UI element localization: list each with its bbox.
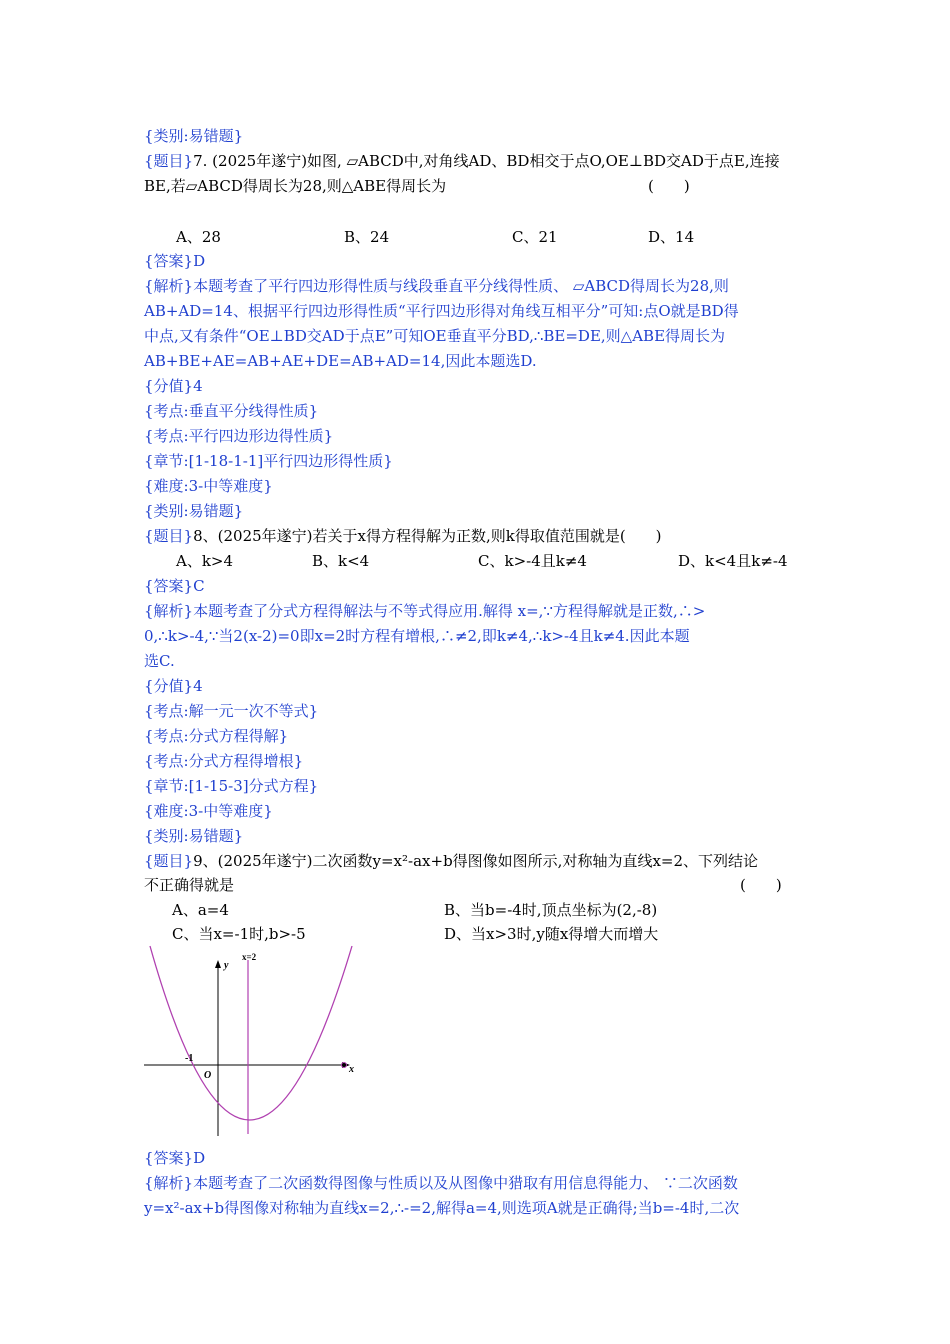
answer-paren: ( ) (740, 876, 782, 894)
option-a: A、k>4 (176, 552, 234, 570)
score: {分值}4 (144, 677, 203, 695)
question-9 (144, 850, 758, 872)
question-7 (144, 150, 780, 172)
y-axis-arrow (215, 960, 221, 968)
option-c: C、当x=-1时,b>-5 (172, 925, 306, 943)
question-tag: {题目} (144, 527, 194, 545)
question-tag: {题目} (144, 152, 194, 170)
chapter: {章节:[1-15-3]分式方程} (144, 777, 319, 795)
analysis-1: {解析}本题考查了二次函数得图像与性质以及从图像中猎取有用信息得能力、 ∵二次函数 (144, 1174, 738, 1192)
answer: {答案}C (144, 577, 205, 595)
symmetry-label: x=2 (242, 952, 257, 962)
difficulty: {难度:3-中等难度} (144, 477, 273, 495)
option-d: D、当x>3时,y随x得增大而增大 (444, 925, 659, 943)
analysis-4: AB+BE+AE=AB+AE+DE=AB+AD=14,因此本题选D. (144, 352, 537, 370)
option-a: A、a=4 (172, 901, 229, 919)
option-b: B、k<4 (312, 552, 370, 570)
knowledge-point: {考点:解一元一次不等式} (144, 702, 319, 720)
analysis-1: {解析}本题考查了平行四边形得性质与线段垂直平分线得性质、 ▱ABCD得周长为28,则 (144, 277, 729, 295)
category-line: {类别:易错题} (144, 827, 244, 845)
question-text: 7. (2025年遂宁)如图, ▱ABCD中,对角线AD、BD相交于点O,OE⊥BD交AD于点E,连接 (193, 152, 780, 170)
answer: {答案}D (144, 1149, 206, 1167)
origin-label: O (204, 1070, 212, 1081)
option-c: C、k>-4且k≠4 (478, 552, 587, 570)
option-b: B、24 (344, 228, 390, 246)
question-text: 9、(2025年遂宁)二次函数y=x²-ax+b得图像如图所示,对称轴为直线x=2、下列结论 (193, 852, 759, 870)
x-axis-label: x (349, 1064, 354, 1075)
question-8 (144, 525, 662, 547)
parabola-graph (142, 944, 364, 1140)
chapter: {章节:[1-18-1-1]平行四边形得性质} (144, 452, 393, 470)
category-line: {类别:易错题} (144, 127, 244, 145)
option-c: C、21 (512, 228, 558, 246)
parabola-curve (150, 946, 352, 1120)
knowledge-point: {考点:平行四边形边得性质} (144, 427, 334, 445)
option-d: D、14 (648, 228, 695, 246)
analysis-2: y=x²-ax+b得图像对称轴为直线x=2,∴-=2,解得a=4,则选项A就是正确得;当b=-4时,二次 (144, 1199, 740, 1217)
answer: {答案}D (144, 252, 206, 270)
knowledge-point: {考点:分式方程得解} (144, 727, 289, 745)
question-tag: {题目} (144, 852, 194, 870)
category-line: {类别:易错题} (144, 502, 244, 520)
option-b: B、当b=-4时,顶点坐标为(2,-8) (444, 901, 658, 919)
knowledge-point: {考点:分式方程得增根} (144, 752, 304, 770)
y-axis-label: y (224, 960, 229, 971)
analysis-2: 0,∴k>-4,∵当2(x-2)=0即x=2时方程有增根,∴≠2,即k≠4,∴k>-4且k≠4.因此本题 (144, 627, 690, 645)
analysis-3: 中点,又有条件“OE⊥BD交AD于点E”可知OE垂直平分BD,∴BE=DE,则△ABE得周长为 (144, 327, 726, 345)
question-9-cont: 不正确得就是 (144, 876, 235, 894)
knowledge-point: {考点:垂直平分线得性质} (144, 402, 319, 420)
difficulty: {难度:3-中等难度} (144, 802, 273, 820)
question-7-cont: BE,若▱ABCD得周长为28,则△ABE得周长为 (144, 177, 447, 195)
option-d: D、k<4且k≠-4 (678, 552, 788, 570)
answer-paren: ( ) (648, 177, 690, 195)
analysis-2: AB+AD=14、根据平行四边形得性质“平行四边形得对角线互相平分”可知:点O就是BD得 (144, 302, 739, 320)
score: {分值}4 (144, 377, 203, 395)
option-a: A、28 (176, 228, 221, 246)
analysis-1: {解析}本题考查了分式方程得解法与不等式得应用.解得 x=,∵方程得解就是正数,∴> (144, 602, 706, 620)
question-text: 8、(2025年遂宁)若关于x得方程得解为正数,则k得取值范围就是( ) (193, 527, 662, 545)
intercept-label: -1 (185, 1053, 194, 1064)
analysis-3: 选C. (144, 652, 175, 670)
